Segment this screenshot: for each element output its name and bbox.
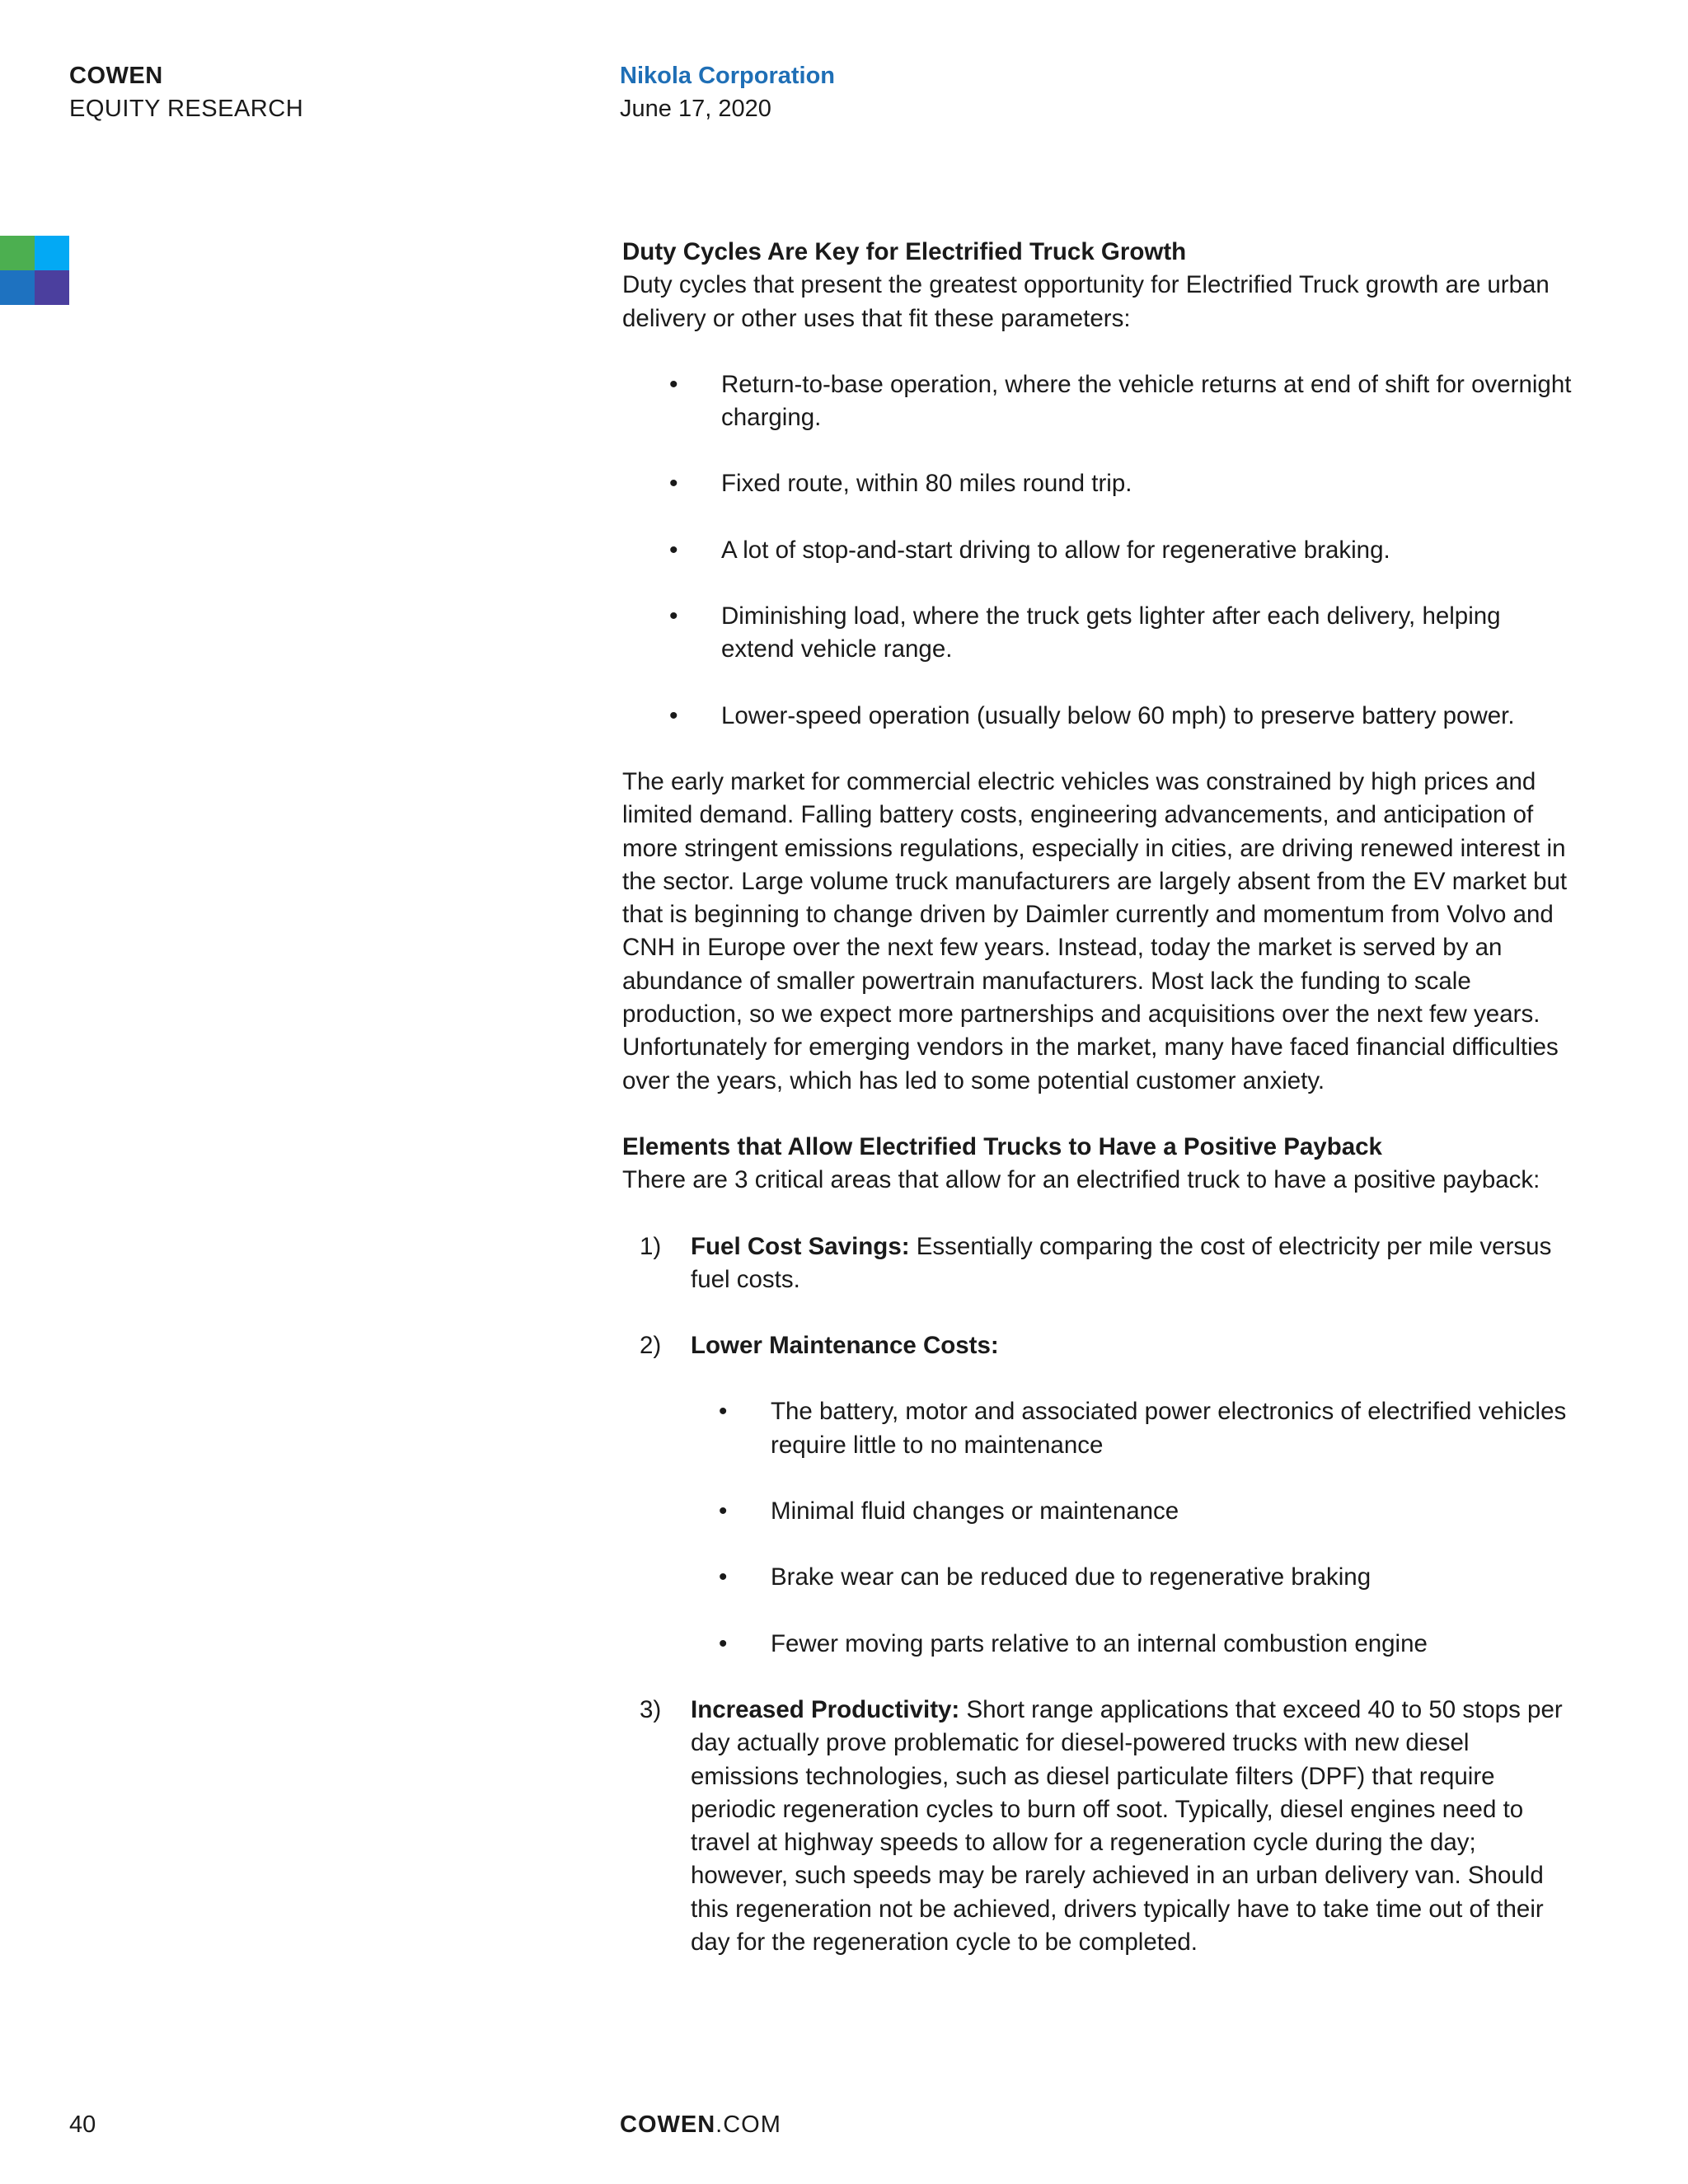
item-number: 2) xyxy=(640,1332,662,1360)
item-text: Short range applications that exceed 40 to 50 stops per day actually prove problematic for diesel-powered trucks with new diesel emissions technologies, such as diesel particulate filters (DPF) that require periodic regeneration cycles to burn off soot. Typically, diesel engines need to travel at highway speeds to allow for a regeneration cycle during the day; however, such speeds may be rarely achieved in an urban delivery van. Should this regeneration not be achieved, drivers typically have to take time out of their day for the regeneration cycle to be completed. xyxy=(691,1695,1563,1956)
website-bold: COWEN xyxy=(620,2111,716,2138)
item-text: Essentially comparing the cost of electricity per mile versus fuel costs. xyxy=(691,1232,1552,1293)
logo-square-blue xyxy=(0,270,35,305)
website-suffix: .COM xyxy=(715,2111,781,2138)
list-item: • Brake wear can be reduced due to regenerative braking xyxy=(691,1561,1578,1594)
list-item: • Fewer moving parts relative to an internal combustion engine xyxy=(691,1628,1578,1661)
company-name: Nikola Corporation xyxy=(620,63,836,89)
report-date: June 17, 2020 xyxy=(620,96,771,122)
document-header xyxy=(620,59,835,125)
logo-square-green xyxy=(0,236,35,270)
section-heading-positive-payback: Elements that Allow Electrified Trucks to Have a Positive Payback xyxy=(622,1132,1382,1160)
payback-item-maintenance xyxy=(622,1329,1578,1661)
list-item: • A lot of stop-and-start driving to allow for regenerative braking. xyxy=(622,534,1578,567)
item-lead: Fuel Cost Savings: xyxy=(691,1232,910,1260)
list-item: • Return-to-base operation, where the vehicle returns at end of shift for overnight charging. xyxy=(622,368,1578,435)
duty-cycles-intro: Duty cycles that present the greatest opportunity for Electrified Truck growth are urban delivery or other uses that fit these parameters: xyxy=(622,271,1550,332)
page-number: 40 xyxy=(69,2111,96,2138)
brand-name: COWEN xyxy=(69,63,163,89)
brand-subtitle: EQUITY RESEARCH xyxy=(69,96,304,122)
list-item: • Minimal fluid changes or maintenance xyxy=(691,1495,1578,1528)
brand-header xyxy=(69,59,303,125)
item-number: 3) xyxy=(640,1695,662,1723)
item-number: 1) xyxy=(640,1232,662,1260)
ev-market-paragraph: The early market for commercial electric vehicles was constrained by high prices and limited demand. Falling battery costs, engineering advancements, and anticipation of more stringent emissions regulations, especially in cities, are driving renewed interest in the sector. Large volume truck manufacturers are largely absent from the EV market but that is beginning to change driven by Daimler currently and momentum from Volvo and CNH in Europe over the next few years. Instead, today the market is served by an abundance of smaller powertrain manufacturers. Most lack the funding to scale production, so we expect more partnerships and acquisitions over the next few years. Unfortunately for emerging vendors in the market, many have faced financial difficulties over the years, which has led to some potential customer anxiety. xyxy=(622,767,1568,1094)
cowen-logo-mark-icon xyxy=(0,236,69,305)
duty-cycle-parameters-list xyxy=(622,368,1578,733)
list-item: • Diminishing load, where the truck gets lighter after each delivery, helping extend vehicle range. xyxy=(622,600,1578,667)
website-footer xyxy=(620,2111,781,2139)
logo-square-cyan xyxy=(35,236,69,270)
item-lead: Increased Productivity: xyxy=(691,1695,960,1723)
payback-item-fuel-cost xyxy=(622,1230,1578,1297)
logo-square-purple xyxy=(35,270,69,305)
list-item: • Lower-speed operation (usually below 60 mph) to preserve battery power. xyxy=(622,700,1578,733)
section-heading-duty-cycles: Duty Cycles Are Key for Electrified Truck Growth xyxy=(622,238,1187,265)
payback-areas-list xyxy=(622,1230,1578,1960)
main-content xyxy=(622,236,1578,1992)
item-lead: Lower Maintenance Costs: xyxy=(691,1332,999,1360)
maintenance-bullets xyxy=(691,1395,1578,1660)
list-item: • The battery, motor and associated power electronics of electrified vehicles require little to no maintenance xyxy=(691,1395,1578,1462)
positive-payback-intro: There are 3 critical areas that allow for an electrified truck to have a positive payback: xyxy=(622,1166,1540,1194)
list-item: • Fixed route, within 80 miles round trip. xyxy=(622,467,1578,500)
payback-item-productivity xyxy=(622,1694,1578,1959)
